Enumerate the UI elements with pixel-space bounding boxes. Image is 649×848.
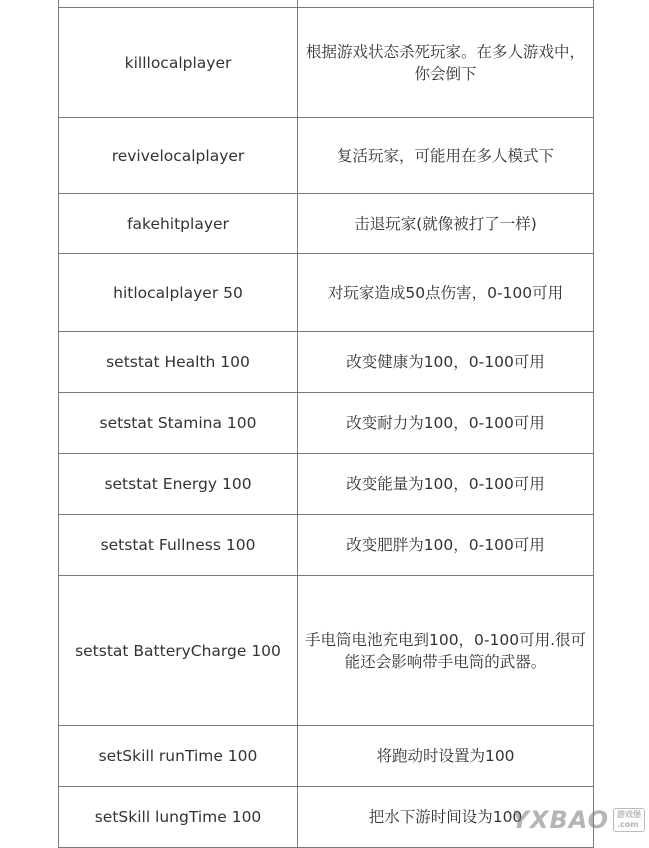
description-cell: 将跑动时设置为100 [298,726,594,787]
watermark-text: YXBAO [511,806,609,834]
watermark-sub-bottom: .com [617,820,639,829]
description-cell [298,0,594,8]
watermark-sub-top: 游戏堡 [617,810,641,819]
table-row [59,393,594,454]
table-row [59,787,594,848]
table-row [59,8,594,118]
command-cell: setstat Stamina 100 [59,393,298,454]
table-row [59,454,594,515]
description-cell: 击退玩家(就像被打了一样) [298,194,594,254]
command-cell [59,0,298,8]
table-row [59,332,594,393]
table-row [59,254,594,332]
watermark-badge [613,808,645,832]
description-cell: 对玩家造成50点伤害，0-100可用 [298,254,594,332]
table-row [59,726,594,787]
command-table [58,0,594,848]
description-cell: 根据游戏状态杀死玩家。在多人游戏中，你会倒下 [298,8,594,118]
table-row [59,576,594,726]
command-cell: hitlocalplayer 50 [59,254,298,332]
command-cell: setstat Health 100 [59,332,298,393]
command-cell: killlocalplayer [59,8,298,118]
description-cell: 把水下游时间设为100 [298,787,594,848]
table-row [59,515,594,576]
description-cell: 改变能量为100，0-100可用 [298,454,594,515]
command-cell: revivelocalplayer [59,118,298,194]
table-row [59,0,594,8]
description-cell: 复活玩家，可能用在多人模式下 [298,118,594,194]
command-cell: setSkill lungTime 100 [59,787,298,848]
description-cell: 手电筒电池充电到100，0-100可用.很可能还会影响带手电筒的武器。 [298,576,594,726]
table-row [59,194,594,254]
command-cell: fakehitplayer [59,194,298,254]
command-cell: setSkill runTime 100 [59,726,298,787]
description-cell: 改变耐力为100，0-100可用 [298,393,594,454]
table-row [59,118,594,194]
command-cell: setstat Fullness 100 [59,515,298,576]
command-cell: setstat BatteryCharge 100 [59,576,298,726]
description-cell: 改变健康为100，0-100可用 [298,332,594,393]
command-cell: setstat Energy 100 [59,454,298,515]
description-cell: 改变肥胖为100，0-100可用 [298,515,594,576]
